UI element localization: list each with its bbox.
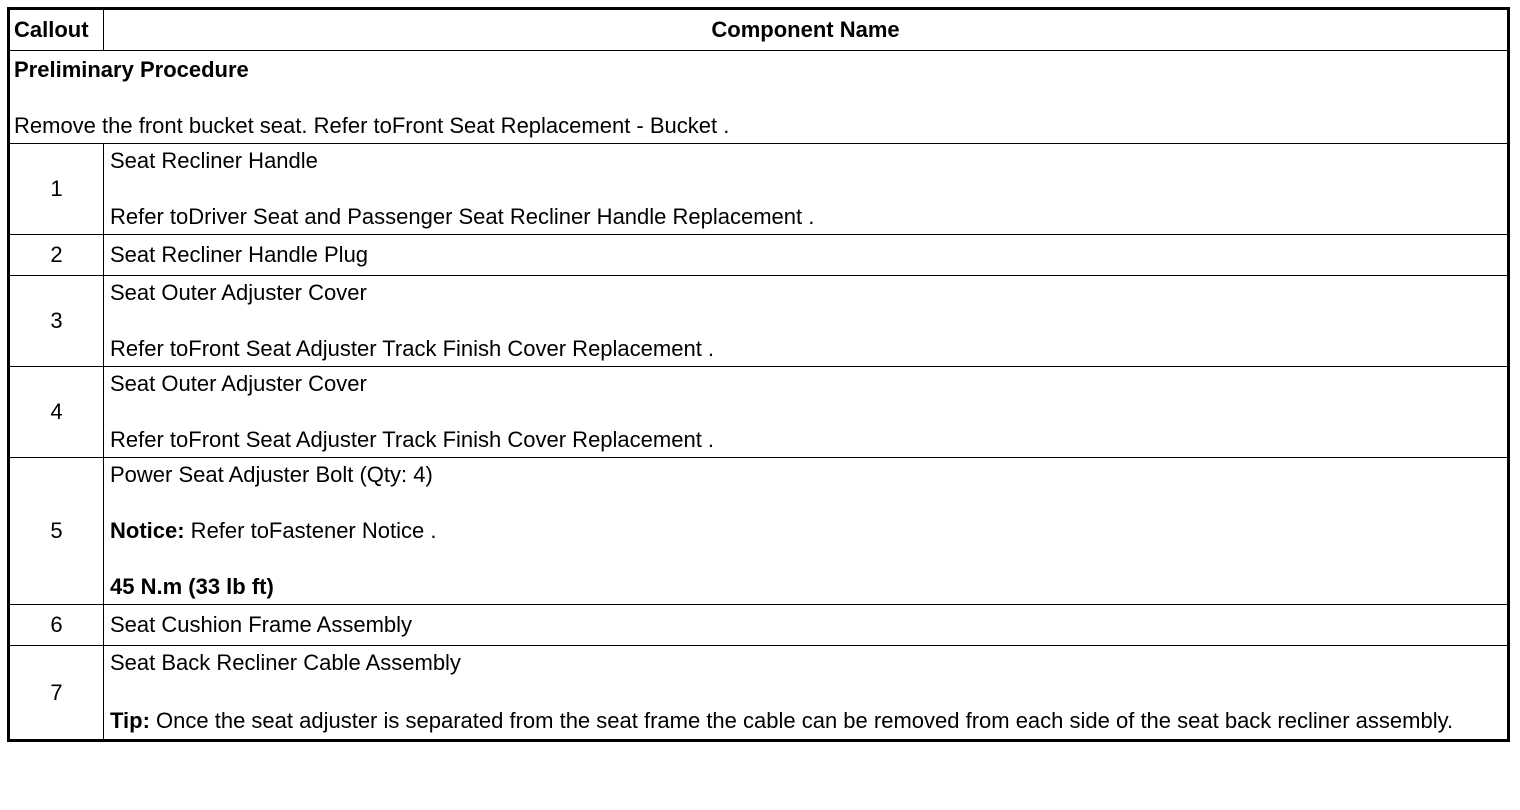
component-name-header: Component Name (104, 9, 1509, 51)
torque-spec: 45 N.m (33 lb ft) (110, 574, 274, 599)
header-row (9, 9, 1509, 51)
component-cell (104, 276, 1509, 367)
component-name: Seat Recliner Handle Plug (104, 235, 1509, 276)
component-name: Seat Cushion Frame Assembly (104, 605, 1509, 646)
notice-paragraph (110, 518, 1501, 544)
table-row (9, 276, 1509, 367)
component-cell (104, 367, 1509, 458)
table-row (9, 144, 1509, 235)
table-row (9, 458, 1509, 605)
table-row (9, 235, 1509, 276)
component-name: Seat Outer Adjuster Cover (110, 371, 367, 396)
component-cell (104, 144, 1509, 235)
component-note: Refer toDriver Seat and Passenger Seat Recliner Handle Replacement . (110, 204, 815, 229)
preliminary-cell (9, 51, 1509, 144)
table-row (9, 646, 1509, 741)
component-name: Seat Recliner Handle (110, 148, 318, 173)
preliminary-row (9, 51, 1509, 144)
callout-number: 4 (9, 367, 104, 458)
component-cell (104, 646, 1509, 741)
tip-text: Once the seat adjuster is separated from the seat frame the cable can be removed from each side of the seat back recliner assembly. (149, 708, 1454, 733)
component-name: Seat Back Recliner Cable Assembly (110, 650, 461, 675)
component-cell (104, 458, 1509, 605)
component-name: Seat Outer Adjuster Cover (110, 280, 367, 305)
notice-label: Notice: (110, 518, 185, 543)
callout-number: 6 (9, 605, 104, 646)
tip-label: Tip: (110, 708, 150, 733)
callout-number: 7 (9, 646, 104, 741)
preliminary-text: Remove the front bucket seat. Refer toFront Seat Replacement - Bucket . (14, 113, 730, 138)
table-row (9, 367, 1509, 458)
callout-number: 3 (9, 276, 104, 367)
preliminary-title: Preliminary Procedure (14, 57, 249, 82)
component-note: Refer toFront Seat Adjuster Track Finish Cover Replacement . (110, 336, 715, 361)
component-table (7, 7, 1510, 742)
table-row (9, 605, 1509, 646)
component-name: Power Seat Adjuster Bolt (Qty: 4) (110, 462, 433, 487)
callout-number: 1 (9, 144, 104, 235)
notice-text: Refer toFastener Notice . (184, 518, 437, 543)
callout-header: Callout (9, 9, 104, 51)
callout-number: 2 (9, 235, 104, 276)
callout-number: 5 (9, 458, 104, 605)
tip-paragraph (110, 706, 1501, 735)
component-note: Refer toFront Seat Adjuster Track Finish Cover Replacement . (110, 427, 715, 452)
